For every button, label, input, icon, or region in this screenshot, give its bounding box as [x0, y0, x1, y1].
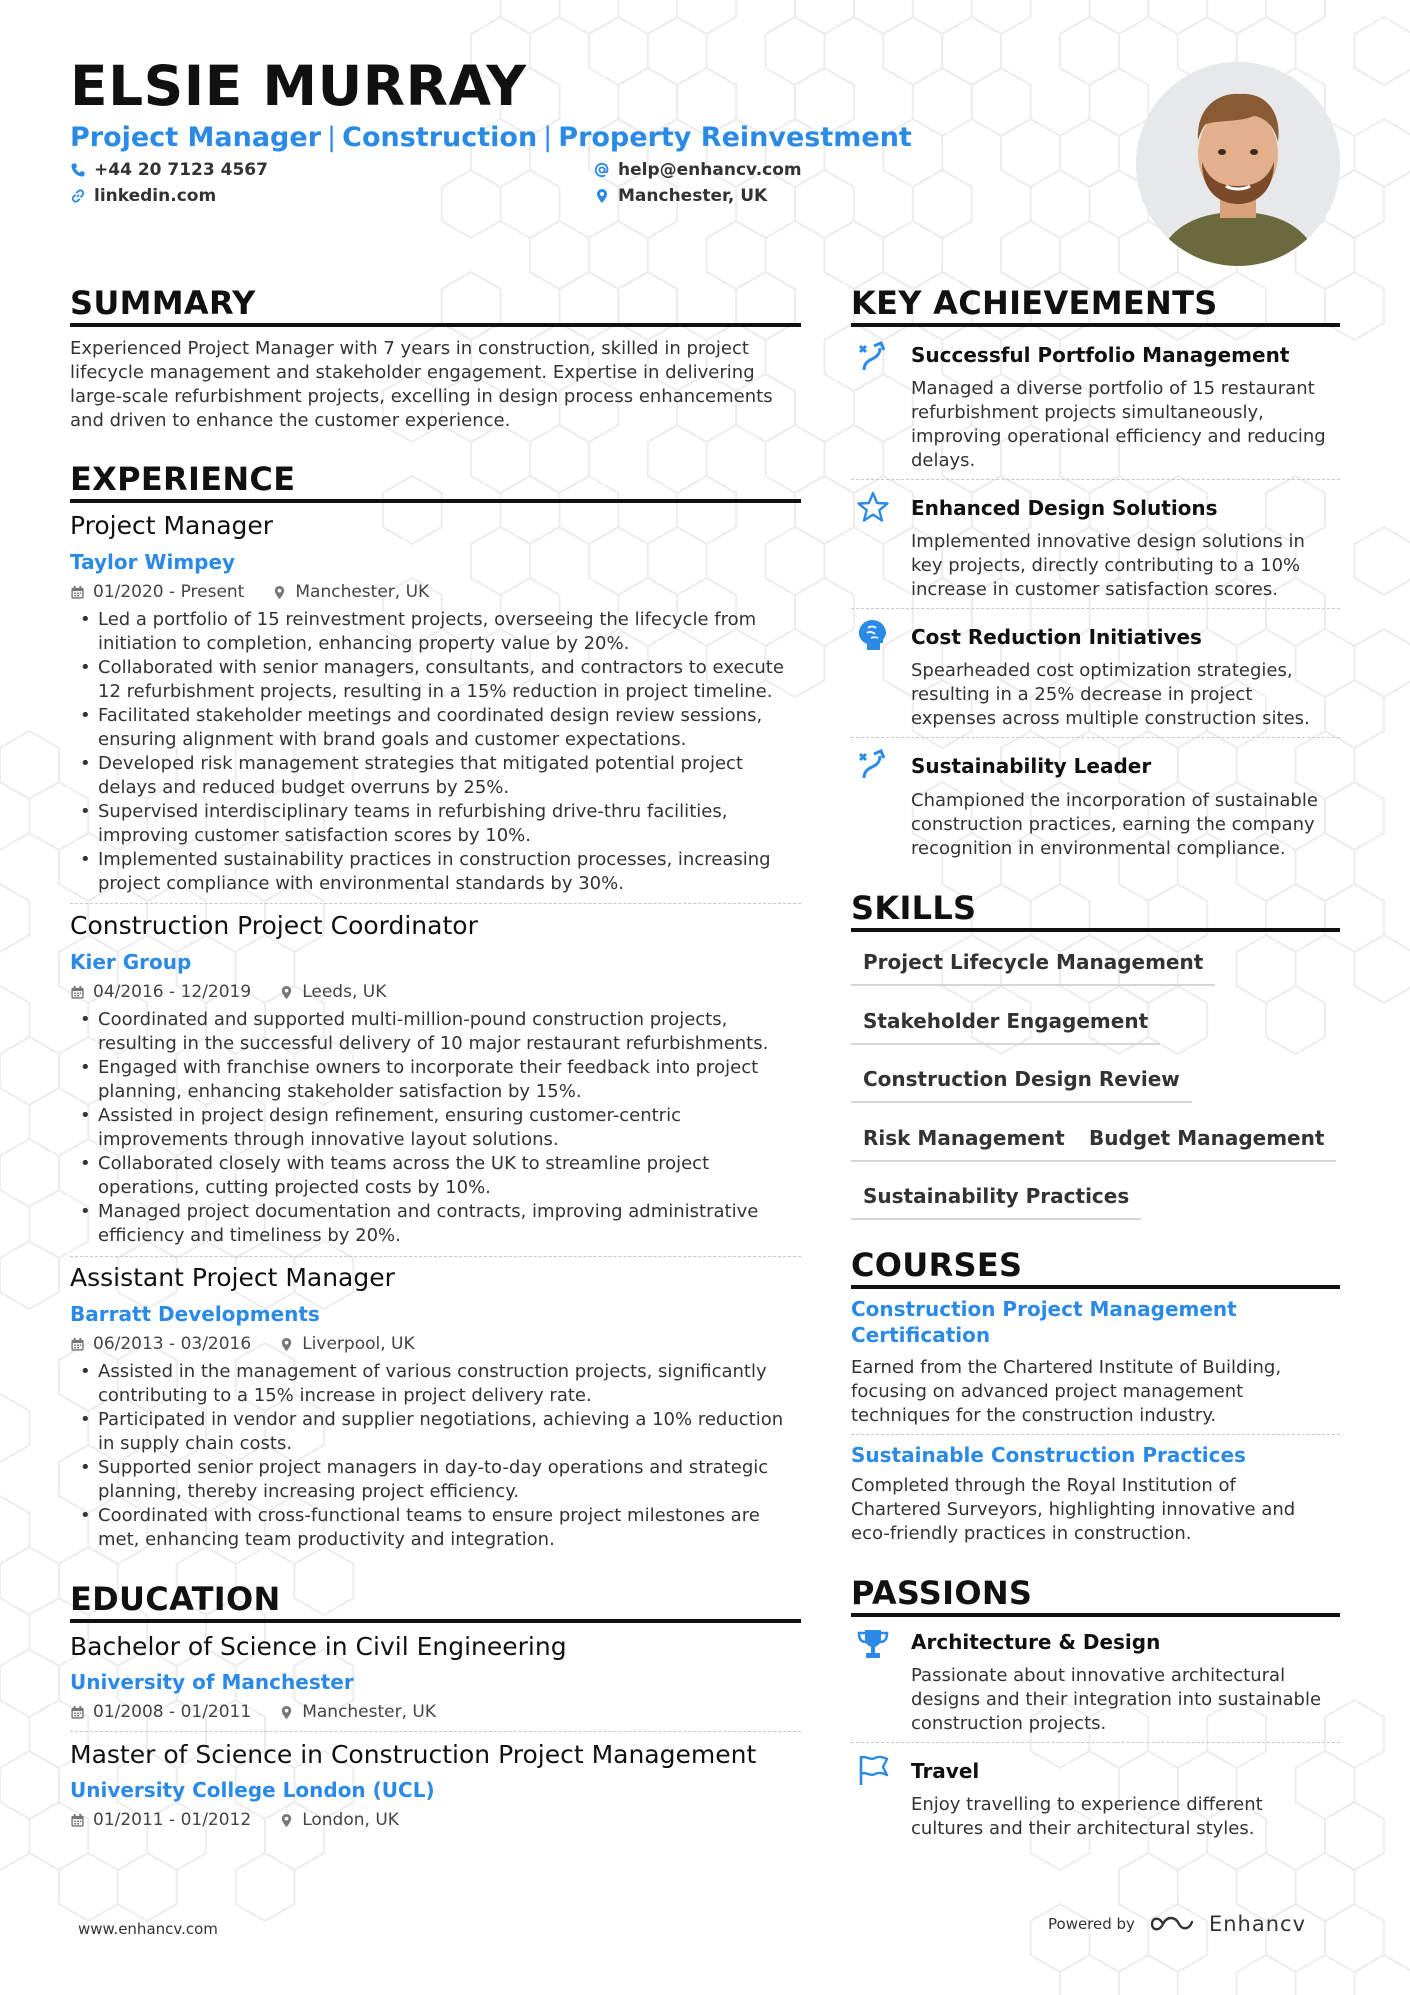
- summary-line: and driven to enhance the customer experience.: [70, 410, 511, 431]
- job-dates: 06/2013 - 03/2016: [93, 1334, 252, 1354]
- summary-line: Experienced Project Manager with 7 years in construction, skilled in project: [70, 338, 749, 359]
- skill-tag: Stakeholder Engagement: [851, 1009, 1160, 1045]
- summary-text: [70, 337, 801, 433]
- job-company[interactable]: Taylor Wimpey: [70, 550, 236, 574]
- bullet-item: • Developed risk management strategies that mitigated potential project delays and reduced budget overruns by 25%.: [70, 752, 801, 800]
- job-role: Construction Project Coordinator: [70, 911, 478, 940]
- achievement-title: Sustainability Leader: [911, 754, 1152, 778]
- job-company[interactable]: Barratt Developments: [70, 1302, 320, 1326]
- section-rule: [70, 1619, 801, 1623]
- email-address: help@enhancv.com: [618, 160, 802, 180]
- education-school[interactable]: University College London (UCL): [70, 1778, 435, 1802]
- flag-icon: [856, 1753, 890, 1787]
- course-description: Completed through the Royal Institution of Chartered Surveyors, highlighting innovative and eco-friendly practices in construction.: [851, 1475, 1296, 1544]
- passions-heading: PASSIONS: [851, 1574, 1033, 1612]
- location-pin-icon: [279, 1705, 294, 1720]
- phone-contact[interactable]: [70, 160, 268, 180]
- job-location: Liverpool, UK: [302, 1334, 415, 1354]
- achievement-text: Implemented innovative design solutions in key projects, directly contributing to a 10% increase in customer satisfaction scores.: [911, 531, 1305, 600]
- location-text: Manchester, UK: [618, 186, 768, 206]
- section-rule: [851, 1613, 1340, 1617]
- location-pin-icon: [272, 585, 287, 600]
- education-dates: 01/2011 - 01/2012: [93, 1810, 252, 1830]
- item-divider: [851, 1742, 1340, 1743]
- education-meta: [70, 1810, 399, 1830]
- calendar-icon: [70, 1813, 85, 1828]
- achievement-text: Spearheaded cost optimization strategies, resulting in a 25% decrease in project expenses across multiple construction sites.: [911, 660, 1310, 729]
- headline-item: Project Manager: [70, 122, 322, 153]
- candidate-name: ELSIE MURRAY: [70, 54, 527, 118]
- job-bullets: [70, 1008, 801, 1248]
- phone-number: +44 20 7123 4567: [94, 160, 268, 180]
- course-title[interactable]: Sustainable Construction Practices: [851, 1443, 1246, 1467]
- location-pin-icon: [594, 188, 610, 204]
- job-meta: [70, 582, 429, 602]
- section-rule: [70, 323, 801, 327]
- item-divider: [70, 1256, 801, 1257]
- powered-by-label: Powered by: [1048, 1915, 1135, 1933]
- education-school[interactable]: University of Manchester: [70, 1670, 354, 1694]
- section-rule: [70, 499, 801, 503]
- achievement-title: Successful Portfolio Management: [911, 343, 1290, 367]
- job-company[interactable]: Kier Group: [70, 950, 192, 974]
- skill-tag: Sustainability Practices: [851, 1184, 1141, 1220]
- profile-photo: [1136, 62, 1340, 266]
- location-pin-icon: [279, 985, 294, 1000]
- achievements-heading: KEY ACHIEVEMENTS: [851, 284, 1218, 322]
- headline-item: Construction: [342, 122, 538, 153]
- item-divider: [851, 608, 1340, 609]
- skill-tag: Construction Design Review: [851, 1067, 1192, 1103]
- job-dates: 01/2020 - Present: [93, 582, 245, 602]
- item-divider: [70, 1731, 801, 1732]
- bullet-item: • Assisted in project design refinement, ensuring customer-centric improvements through innovative layout solutions.: [70, 1104, 801, 1152]
- bullet-item: • Supported senior project managers in day-to-day operations and strategic planning, thereby increasing project efficiency.: [70, 1456, 801, 1504]
- job-location: Leeds, UK: [302, 982, 387, 1002]
- skills-heading: SKILLS: [851, 889, 977, 927]
- experience-heading: EXPERIENCE: [70, 460, 296, 498]
- job-meta: [70, 982, 386, 1002]
- summary-line: large-scale refurbishment projects, excelling in design process enhancements: [70, 386, 773, 407]
- linkedin-contact[interactable]: [70, 186, 216, 206]
- achievement-title: Cost Reduction Initiatives: [911, 625, 1202, 649]
- item-divider: [851, 1434, 1340, 1435]
- trophy-icon: [856, 1627, 890, 1661]
- job-dates: 04/2016 - 12/2019: [93, 982, 252, 1002]
- bullet-item: • Coordinated with cross-functional teams to ensure project milestones are met, enhancing team productivity and integration.: [70, 1504, 801, 1552]
- location-pin-icon: [279, 1813, 294, 1828]
- bullet-item: • Collaborated with senior managers, consultants, and contractors to execute 12 refurbishment projects, resulting in a 15% reduction in project timeline.: [70, 656, 801, 704]
- course-title[interactable]: Construction Project Management Certification: [851, 1297, 1237, 1347]
- headline-separator: |: [327, 122, 337, 153]
- bullet-item: • Implemented sustainability practices in construction processes, increasing project compliance with environmental standards by 30%.: [70, 848, 801, 896]
- passion-title: Architecture & Design: [911, 1630, 1161, 1654]
- skill-tag: Risk Management: [851, 1126, 1077, 1162]
- achievement-title: Enhanced Design Solutions: [911, 496, 1218, 520]
- education-heading: EDUCATION: [70, 1580, 281, 1618]
- brand-name: Enhancv: [1208, 1912, 1306, 1936]
- bullet-item: • Collaborated closely with teams across the UK to streamline project operations, cutting projected costs by 10%.: [70, 1152, 801, 1200]
- passion-title: Travel: [911, 1759, 980, 1783]
- headline: [70, 122, 912, 153]
- link-icon: [70, 188, 86, 204]
- skill-tag: Budget Management: [1077, 1126, 1336, 1162]
- section-rule: [851, 1285, 1340, 1289]
- at-icon: [594, 162, 610, 178]
- job-meta: [70, 1334, 415, 1354]
- bullet-item: • Engaged with franchise owners to incorporate their feedback into project planning, enhancing stakeholder satisfaction by 15%.: [70, 1056, 801, 1104]
- bullet-item: • Managed project documentation and contracts, improving administrative efficiency and timeliness by 20%.: [70, 1200, 801, 1248]
- education-meta: [70, 1702, 436, 1722]
- bullet-item: • Led a portfolio of 15 reinvestment projects, overseeing the lifecycle from initiation to completion, enhancing property value by 20%.: [70, 608, 801, 656]
- item-divider: [851, 479, 1340, 480]
- passion-text: Enjoy travelling to experience different cultures and their architectural styles.: [911, 1794, 1263, 1839]
- summary-line: lifecycle management and stakeholder engagement. Expertise in delivering: [70, 362, 755, 383]
- job-role: Assistant Project Manager: [70, 1263, 395, 1292]
- achievement-text: Managed a diverse portfolio of 15 restaurant refurbishment projects simultaneously, improving operational efficiency and reducing delays.: [911, 378, 1326, 471]
- education-degree: Bachelor of Science in Civil Engineering: [70, 1632, 567, 1661]
- calendar-icon: [70, 985, 85, 1000]
- footer-powered-by[interactable]: [1048, 1912, 1306, 1936]
- calendar-icon: [70, 1337, 85, 1352]
- courses-heading: COURSES: [851, 1246, 1023, 1284]
- job-bullets: [70, 1360, 801, 1552]
- calendar-icon: [70, 585, 85, 600]
- item-divider: [851, 737, 1340, 738]
- bullet-item: • Participated in vendor and supplier negotiations, achieving a 10% reduction in supply chain costs.: [70, 1408, 801, 1456]
- phone-icon: [70, 162, 86, 178]
- footer-website[interactable]: www.enhancv.com: [78, 1920, 218, 1938]
- headline-item: Property Reinvestment: [558, 122, 912, 153]
- calendar-icon: [70, 1705, 85, 1720]
- route-arrow-icon: [856, 340, 890, 374]
- bullet-item: • Coordinated and supported multi-million-pound construction projects, resulting in the successful delivery of 10 major restaurant refurbishments.: [70, 1008, 801, 1056]
- skill-tag: Project Lifecycle Management: [851, 950, 1215, 986]
- email-contact[interactable]: [594, 160, 802, 180]
- achievement-text: Championed the incorporation of sustainable construction practices, earning the company recognition in environmental compliance.: [911, 790, 1318, 859]
- route-arrow-icon: [856, 748, 890, 782]
- item-divider: [70, 903, 801, 904]
- star-icon: [856, 490, 890, 524]
- job-location: Manchester, UK: [295, 582, 430, 602]
- headline-separator: |: [543, 122, 553, 153]
- head-brain-icon: [856, 618, 890, 652]
- bullet-item: • Assisted in the management of various construction projects, significantly contributing to a 15% increase in project delivery rate.: [70, 1360, 801, 1408]
- job-bullets: [70, 608, 801, 896]
- location-contact: [594, 186, 767, 206]
- education-location: London, UK: [302, 1810, 399, 1830]
- linkedin-url: linkedin.com: [94, 186, 217, 206]
- education-degree: Master of Science in Construction Project Management: [70, 1740, 757, 1769]
- location-pin-icon: [279, 1337, 294, 1352]
- section-rule: [851, 323, 1340, 327]
- passion-text: Passionate about innovative architectural designs and their integration into sustainable construction projects.: [911, 1665, 1322, 1734]
- enhancv-logo-icon: [1149, 1912, 1195, 1936]
- education-location: Manchester, UK: [302, 1702, 437, 1722]
- section-rule: [851, 928, 1340, 932]
- summary-heading: SUMMARY: [70, 284, 256, 322]
- job-role: Project Manager: [70, 511, 274, 540]
- education-dates: 01/2008 - 01/2011: [93, 1702, 252, 1722]
- course-description: Earned from the Chartered Institute of Building, focusing on advanced project management techniques for the construction industry.: [851, 1357, 1282, 1426]
- bullet-item: • Facilitated stakeholder meetings and coordinated design review sessions, ensuring alignment with brand goals and customer expectations.: [70, 704, 801, 752]
- bullet-item: • Supervised interdisciplinary teams in refurbishing drive-thru facilities, improving customer satisfaction scores by 10%.: [70, 800, 801, 848]
